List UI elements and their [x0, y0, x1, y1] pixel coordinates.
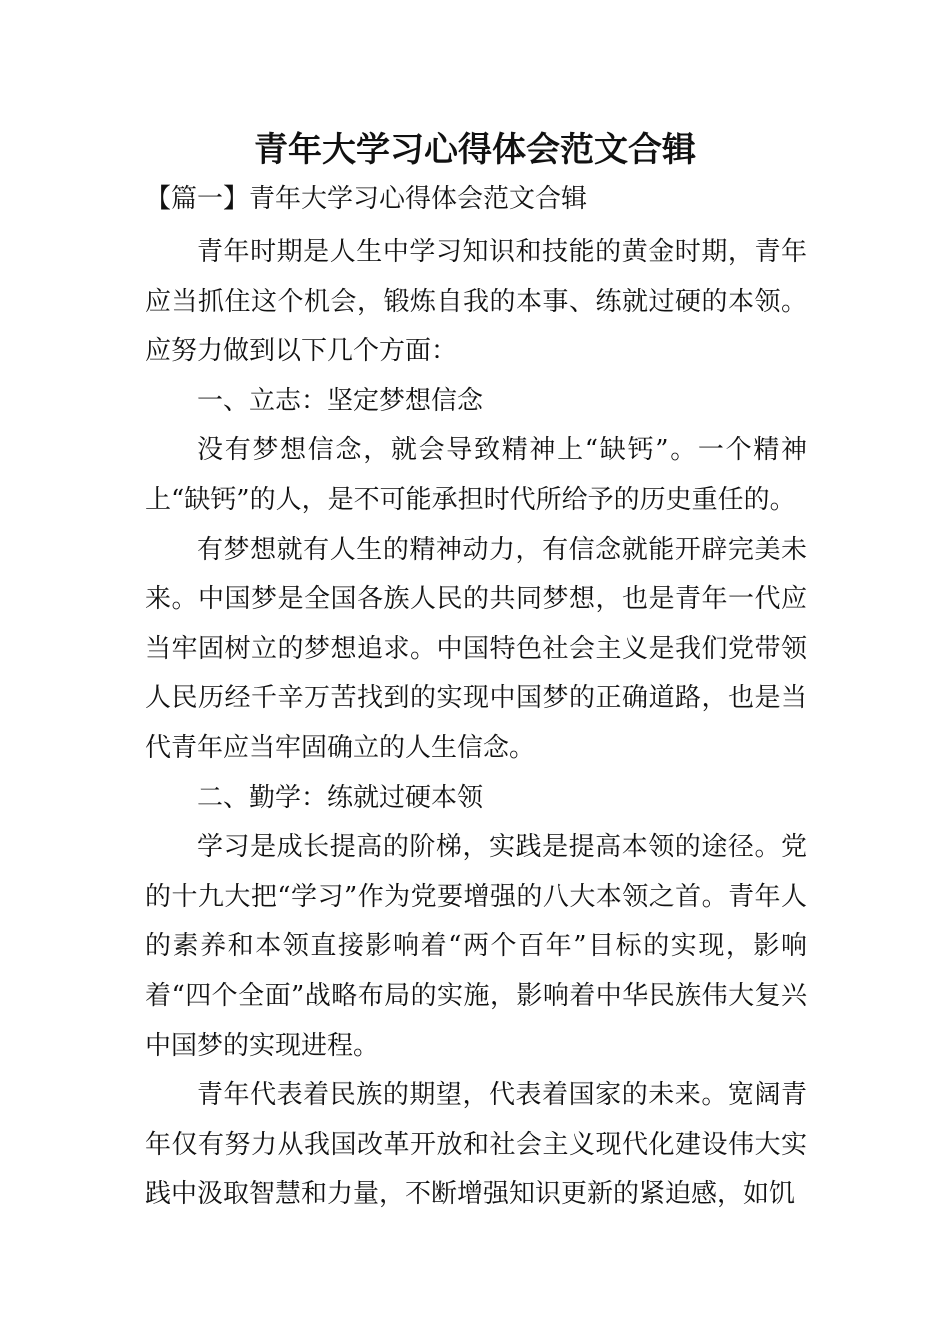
paragraph-3: 学习是成长提高的阶梯，实践是提高本领的途径。党的十九大把“学习”作为党要增强的八大本领之首。青年人的素养和本领直接影响着“两个百年”目标的实现，影响着“四个全面”战略布局的实施，影响着中华民族伟大复兴中国梦的实现进程。 [145, 832, 807, 1061]
paragraph-4: 青年代表着民族的期望，代表着国家的未来。宽阔青年仅有努力从我国改革开放和社会主义现代化建设伟大实践中汲取智慧和力量，不断增强知识更新的紧迫感，如饥 [145, 1080, 807, 1210]
paragraph-1: 没有梦想信念，就会导致精神上“缺钙”。一个精神上“缺钙”的人，是不可能承担时代所给予的历史重任的。 [145, 435, 807, 515]
section-heading-1: 一、立志：坚定梦想信念 [197, 385, 484, 416]
part-heading: 【篇一】青年大学习心得体会范文合辑 [145, 184, 588, 214]
paragraph-intro: 青年时期是人生中学习知识和技能的黄金时期，青年应当抓住这个机会，锻炼自我的本事、练就过硬的本领。应努力做到以下几个方面： [145, 237, 807, 367]
section-heading-2: 二、勤学：练就过硬本领 [197, 782, 484, 813]
document-body [145, 228, 807, 1220]
document-title: 青年大学习心得体会范文合辑 [254, 130, 696, 170]
paragraph-2: 有梦想就有人生的精神动力，有信念就能开辟完美未来。中国梦是全国各族人民的共同梦想，也是青年一代应当牢固树立的梦想追求。中国特色社会主义是我们党带领人民历经千辛万苦找到的实现中国梦的正确道路，也是当代青年应当牢固确立的人生信念。 [145, 534, 807, 763]
